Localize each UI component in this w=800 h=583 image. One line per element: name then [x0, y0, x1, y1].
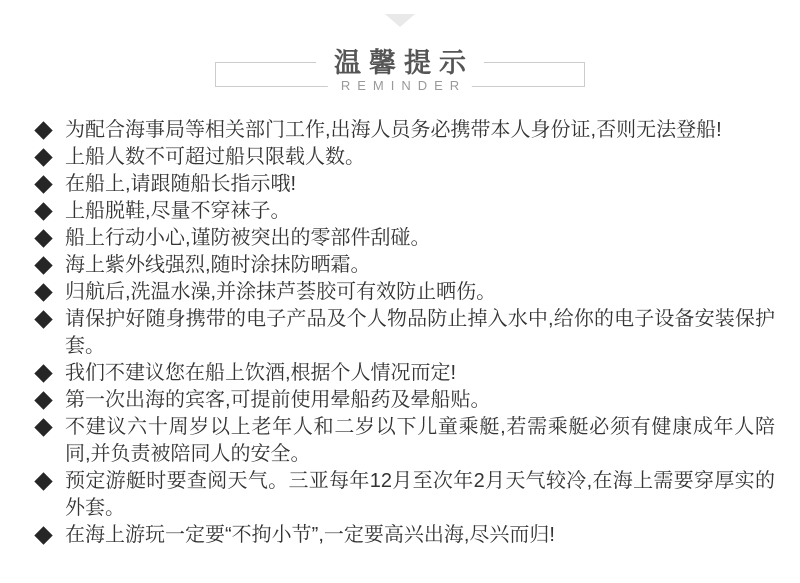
list-item [65, 387, 775, 414]
diamond-bullet-icon [34, 229, 52, 247]
diamond-bullet-icon [34, 364, 52, 382]
list-item [65, 468, 775, 522]
list-item [65, 117, 775, 144]
diamond-bullet-icon [34, 472, 52, 490]
list-item [65, 306, 775, 360]
tip-text: 不建议六十周岁以上老年人和二岁以下儿童乘艇,若需乘艇必须有健康成年人陪同,并负责被陪同人的安全。 [65, 416, 775, 465]
list-item [65, 144, 775, 171]
tip-text: 在船上,请跟随船长指示哦! [65, 173, 297, 195]
diamond-bullet-icon [34, 175, 52, 193]
page-subtitle: REMINDER [328, 78, 472, 94]
diamond-bullet-icon [34, 202, 52, 220]
list-item [65, 522, 775, 549]
list-item [65, 225, 775, 252]
list-item [65, 414, 775, 468]
diamond-bullet-icon [34, 256, 52, 274]
diamond-bullet-icon [34, 121, 52, 139]
tip-text: 第一次出海的宾客,可提前使用晕船药及晕船贴。 [65, 389, 491, 411]
tip-text: 上船人数不可超过船只限载人数。 [65, 146, 365, 168]
diamond-bullet-icon [34, 391, 52, 409]
tip-text: 预定游艇时要查阅天气。三亚每年12月至次年2月天气较冷,在海上需要穿厚实的外套。 [65, 470, 775, 519]
list-item [65, 360, 775, 387]
reminder-header [215, 47, 585, 94]
diamond-bullet-icon [34, 283, 52, 301]
tip-text: 在海上游玩一定要“不拘小节”,一定要高兴出海,尽兴而归! [65, 524, 555, 546]
tip-text: 上船脱鞋,尽量不穿袜子。 [65, 200, 291, 222]
diamond-bullet-icon [34, 418, 52, 436]
list-item [65, 279, 775, 306]
tips-list [0, 117, 800, 549]
tip-text: 为配合海事局等相关部门工作,出海人员务必携带本人身份证,否则无法登船! [65, 119, 722, 141]
diamond-bullet-icon [34, 310, 52, 328]
tip-text: 请保护好随身携带的电子产品及个人物品防止掉入水中,给你的电子设备安装保护套。 [65, 308, 775, 357]
page-title: 温馨提示 [316, 47, 484, 79]
tip-text: 海上紫外线强烈,随时涂抹防晒霜。 [65, 254, 371, 276]
diamond-bullet-icon [34, 526, 52, 544]
tip-text: 我们不建议您在船上饮酒,根据个人情况而定! [65, 362, 457, 384]
list-item [65, 198, 775, 225]
diamond-bullet-icon [34, 148, 52, 166]
down-triangle-icon [385, 14, 415, 27]
tip-text: 船上行动小心,谨防被突出的零部件刮碰。 [65, 227, 431, 249]
list-item [65, 252, 775, 279]
tip-text: 归航后,洗温水澡,并涂抹芦荟胶可有效防止晒伤。 [65, 281, 497, 303]
list-item [65, 171, 775, 198]
